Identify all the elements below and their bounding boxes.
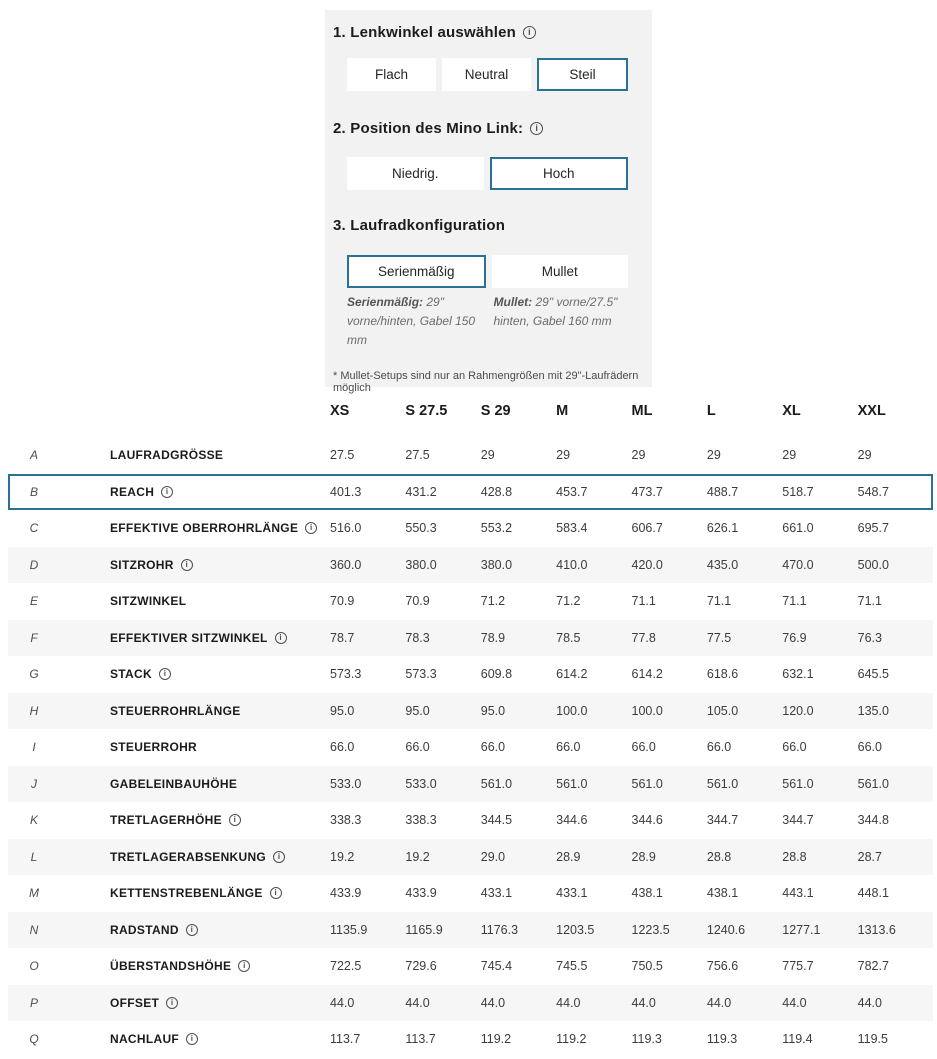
cell-value: 29 (556, 448, 571, 463)
info-icon[interactable]: i (530, 122, 543, 135)
row-label (60, 594, 330, 608)
cell-value: 135.0 (857, 703, 889, 718)
wheel-notes (347, 293, 628, 350)
cell-value: 433.1 (480, 886, 513, 901)
cell-value: 550.3 (405, 521, 437, 536)
cell-value: 695.7 (857, 521, 889, 536)
info-icon[interactable]: i (270, 887, 282, 899)
cell-value: 66.0 (857, 740, 882, 755)
cell-value: 344.8 (857, 813, 889, 828)
row-label-text: SITZWINKEL (110, 594, 187, 609)
cell-value: 661.0 (782, 521, 814, 536)
row-letter: E (29, 594, 38, 609)
cell-value: 488.7 (706, 484, 739, 499)
table-row-e[interactable] (8, 583, 933, 620)
cell-value: 360.0 (330, 557, 362, 572)
cell-value: 27.5 (330, 448, 355, 463)
table-row-h[interactable] (8, 693, 933, 730)
row-label (60, 485, 330, 499)
cell-value: 344.7 (706, 813, 739, 828)
cell-value: 27.5 (405, 448, 430, 463)
row-label-text: NACHLAUF (110, 1032, 180, 1047)
table-row-d[interactable] (8, 547, 933, 584)
cell-value: 380.0 (480, 557, 513, 572)
cell-value: 438.1 (631, 886, 663, 901)
cell-value: 344.5 (480, 813, 513, 828)
info-icon[interactable]: i (273, 851, 285, 863)
note-mullet (494, 293, 629, 350)
cell-value: 626.1 (706, 521, 739, 536)
cell-value: 66.0 (631, 740, 656, 755)
table-row-n[interactable] (8, 912, 933, 949)
cell-value: 78.7 (330, 630, 355, 645)
cell-value: 78.3 (405, 630, 430, 645)
row-label-text: EFFEKTIVE OBERROHRLÄNGE (110, 521, 299, 536)
cell-value: 1277.1 (782, 922, 821, 937)
cell-value: 618.6 (706, 667, 739, 682)
size-header-xl: XL (782, 403, 801, 419)
cell-value: 561.0 (857, 776, 889, 791)
table-row-g[interactable] (8, 656, 933, 693)
info-icon[interactable]: i (275, 632, 287, 644)
row-label-text: OFFSET (110, 995, 160, 1010)
cell-value: 105.0 (706, 703, 739, 718)
cell-value: 44.0 (556, 995, 581, 1010)
row-letter: B (29, 484, 38, 499)
row-letter: G (29, 667, 39, 682)
cell-value: 77.8 (631, 630, 656, 645)
row-letter: Q (29, 1032, 39, 1047)
cell-value: 750.5 (631, 959, 663, 974)
cell-value: 561.0 (556, 776, 588, 791)
cell-value: 645.5 (857, 667, 889, 682)
cell-value: 120.0 (782, 703, 814, 718)
cell-value: 401.3 (330, 484, 362, 499)
cell-value: 632.1 (782, 667, 814, 682)
cell-value: 29 (706, 448, 721, 463)
cell-value: 28.9 (556, 849, 581, 864)
cell-value: 44.0 (631, 995, 656, 1010)
option-button-serienm-ig[interactable]: Serienmäßig (347, 255, 486, 288)
cell-value: 28.8 (706, 849, 732, 864)
cell-value: 410.0 (556, 557, 588, 572)
cell-value: 420.0 (631, 557, 663, 572)
cell-value: 119.2 (556, 1032, 587, 1047)
table-row-l[interactable] (8, 839, 933, 876)
size-header-m: M (556, 403, 569, 419)
cell-value: 28.8 (782, 849, 807, 864)
row-letter: M (29, 886, 39, 901)
section-title-lenkwinkel (333, 24, 536, 41)
row-label (60, 704, 330, 718)
note-text: 29" vorne/27.5" hinten, Gabel 160 mm (493, 295, 618, 328)
cell-value: 533.0 (405, 776, 437, 791)
cell-value: 606.7 (631, 521, 663, 536)
cell-value: 561.0 (706, 776, 739, 791)
cell-value: 1240.6 (706, 922, 746, 937)
row-label-text: REACH (110, 484, 155, 499)
cell-value: 119.4 (782, 1032, 813, 1047)
option-button-hoch[interactable]: Hoch (490, 157, 629, 190)
row-label-text: SITZROHR (110, 557, 174, 572)
cell-value: 29.0 (480, 849, 506, 864)
row-letter: I (32, 740, 36, 755)
cell-value: 583.4 (556, 521, 588, 536)
cell-value: 66.0 (405, 740, 430, 755)
cell-value: 66.0 (706, 740, 732, 755)
table-body (8, 437, 933, 1058)
size-header-l: L (706, 403, 716, 419)
row-label (60, 777, 330, 791)
row-label (60, 886, 330, 900)
cell-value: 533.0 (330, 776, 362, 791)
option-button-steil[interactable]: Steil (537, 58, 628, 91)
cell-value: 756.6 (706, 959, 739, 974)
cell-value: 71.1 (631, 594, 656, 609)
mino-link-options (347, 157, 628, 190)
cell-value: 1223.5 (631, 922, 670, 937)
cell-value: 95.0 (330, 703, 355, 718)
cell-value: 338.3 (405, 813, 437, 828)
row-label-text: TRETLAGERHÖHE (110, 813, 222, 828)
cell-value: 614.2 (631, 667, 663, 682)
table-row-b[interactable] (8, 474, 933, 511)
row-letter: L (30, 849, 38, 864)
laufrad-options (347, 255, 628, 288)
cell-value: 344.6 (556, 813, 588, 828)
table-row-i[interactable] (8, 729, 933, 766)
cell-value: 1176.3 (480, 922, 519, 937)
row-label-text: TRETLAGERABSENKUNG (110, 849, 267, 864)
cell-value: 782.7 (857, 959, 889, 974)
cell-value: 70.9 (405, 594, 430, 609)
section-title-text: 1. Lenkwinkel auswählen (333, 24, 516, 41)
info-icon[interactable]: i (229, 814, 241, 826)
cell-value: 76.3 (857, 630, 882, 645)
size-header-s-29: S 29 (480, 403, 511, 419)
cell-value: 44.0 (782, 995, 807, 1010)
geometry-table (8, 395, 933, 1058)
cell-value: 44.0 (706, 995, 732, 1010)
cell-value: 29 (480, 448, 495, 463)
cell-value: 28.7 (857, 849, 882, 864)
row-letter: O (29, 959, 39, 974)
row-label-text: RADSTAND (110, 922, 179, 937)
row-letter: H (29, 703, 39, 718)
cell-value: 609.8 (480, 667, 513, 682)
size-header-xs: XS (330, 403, 350, 419)
info-icon[interactable]: i (159, 668, 171, 680)
section-title-text: 3. Laufradkonfiguration (333, 217, 506, 234)
config-panel (325, 10, 652, 394)
info-icon[interactable]: i (186, 924, 198, 936)
row-label (60, 558, 330, 572)
row-label (60, 740, 330, 754)
cell-value: 500.0 (857, 557, 889, 572)
section-title-laufradkonfiguration (333, 217, 505, 234)
cell-value: 71.1 (782, 594, 807, 609)
cell-value: 100.0 (556, 703, 588, 718)
cell-value: 66.0 (782, 740, 807, 755)
table-row-f[interactable] (8, 620, 933, 657)
cell-value: 516.0 (330, 521, 362, 536)
row-label (60, 448, 330, 462)
cell-value: 44.0 (857, 995, 882, 1010)
option-button-neutral[interactable]: Neutral (442, 58, 531, 91)
cell-value: 453.7 (556, 484, 588, 499)
cell-value: 28.9 (631, 849, 656, 864)
size-header-s-27-5: S 27.5 (405, 403, 448, 419)
row-label (60, 996, 330, 1010)
cell-value: 573.3 (405, 667, 437, 682)
cell-value: 1203.5 (556, 922, 595, 937)
cell-value: 433.1 (556, 886, 588, 901)
cell-value: 431.2 (405, 484, 437, 499)
cell-value: 70.9 (330, 594, 355, 609)
row-label (60, 959, 330, 973)
cell-value: 561.0 (631, 776, 663, 791)
cell-value: 44.0 (405, 995, 430, 1010)
cell-value: 344.7 (782, 813, 814, 828)
table-row-c[interactable] (8, 510, 933, 547)
row-label-text: GABELEINBAUHÖHE (110, 776, 238, 791)
cell-value: 745.4 (480, 959, 513, 974)
cell-value: 614.2 (556, 667, 588, 682)
cell-value: 78.5 (556, 630, 581, 645)
row-label (60, 631, 330, 645)
row-label-text: STEUERROHR (110, 740, 198, 755)
table-row-m[interactable] (8, 875, 933, 912)
cell-value: 573.3 (330, 667, 362, 682)
cell-value: 29 (631, 448, 646, 463)
cell-value: 438.1 (706, 886, 739, 901)
size-header-row (8, 395, 933, 437)
row-label-text: KETTENSTREBENLÄNGE (110, 886, 263, 901)
table-row-k[interactable] (8, 802, 933, 839)
section-title-mino-link (333, 120, 543, 137)
cell-value: 745.5 (556, 959, 588, 974)
row-label (60, 850, 330, 864)
table-row-j[interactable] (8, 766, 933, 803)
cell-value: 44.0 (330, 995, 355, 1010)
row-label (60, 1032, 330, 1046)
cell-value: 435.0 (706, 557, 739, 572)
info-icon[interactable]: i (523, 26, 536, 39)
cell-value: 29 (782, 448, 797, 463)
note-prefix: Mullet: (493, 295, 533, 309)
cell-value: 561.0 (782, 776, 814, 791)
note-text: 29" vorne/hinten, Gabel 150 mm (347, 295, 476, 347)
row-label-text: STACK (110, 667, 152, 682)
row-label (60, 521, 330, 535)
info-icon[interactable]: i (238, 960, 250, 972)
size-header-ml: ML (631, 403, 653, 419)
cell-value: 1313.6 (857, 922, 896, 937)
cell-value: 71.1 (857, 594, 882, 609)
info-icon[interactable]: i (305, 522, 317, 534)
cell-value: 66.0 (480, 740, 506, 755)
table-row-q[interactable] (8, 1021, 933, 1058)
cell-value: 448.1 (857, 886, 889, 901)
row-letter: F (30, 630, 38, 645)
row-label-text: ÜBERSTANDSHÖHE (110, 959, 232, 974)
cell-value: 470.0 (782, 557, 814, 572)
row-label-text: EFFEKTIVER SITZWINKEL (110, 630, 268, 645)
cell-value: 78.9 (480, 630, 506, 645)
mullet-footnote: * Mullet-Setups sind nur an Rahmengrößen mit 29"-Laufrädern möglich (333, 370, 639, 394)
cell-value: 433.9 (330, 886, 362, 901)
option-button-mullet[interactable]: Mullet (492, 255, 629, 288)
cell-value: 66.0 (330, 740, 355, 755)
table-row-p[interactable] (8, 985, 933, 1022)
row-letter: N (29, 922, 39, 937)
cell-value: 561.0 (480, 776, 513, 791)
cell-value: 119.3 (706, 1032, 738, 1047)
cell-value: 19.2 (330, 849, 355, 864)
cell-value: 19.2 (405, 849, 430, 864)
info-icon[interactable]: i (166, 997, 178, 1009)
cell-value: 775.7 (782, 959, 814, 974)
cell-value: 113.7 (405, 1032, 436, 1047)
row-label-text: LAUFRADGRÖSSE (110, 448, 224, 463)
row-letter: K (29, 813, 38, 828)
row-label (60, 667, 330, 681)
table-row-o[interactable] (8, 948, 933, 985)
row-letter: J (31, 776, 37, 791)
row-letter: A (29, 448, 38, 463)
cell-value: 433.9 (405, 886, 437, 901)
row-letter: P (29, 995, 38, 1010)
table-row-a[interactable] (8, 437, 933, 474)
cell-value: 729.6 (405, 959, 437, 974)
cell-value: 66.0 (556, 740, 581, 755)
cell-value: 29 (857, 448, 872, 463)
cell-value: 722.5 (330, 959, 362, 974)
cell-value: 44.0 (480, 995, 506, 1010)
cell-value: 100.0 (631, 703, 663, 718)
size-header-xxl: XXL (857, 403, 886, 419)
cell-value: 553.2 (480, 521, 513, 536)
row-label (60, 923, 330, 937)
cell-value: 77.5 (706, 630, 732, 645)
info-icon[interactable]: i (161, 486, 173, 498)
option-button-niedrig[interactable]: Niedrig. (347, 157, 484, 190)
cell-value: 428.8 (480, 484, 513, 499)
cell-value: 71.2 (480, 594, 506, 609)
lenkwinkel-options (347, 58, 628, 91)
cell-value: 119.2 (480, 1032, 512, 1047)
row-label-text: STEUERROHRLÄNGE (110, 703, 241, 718)
cell-value: 443.1 (782, 886, 814, 901)
cell-value: 71.2 (556, 594, 581, 609)
cell-value: 119.3 (631, 1032, 662, 1047)
cell-value: 1165.9 (405, 922, 443, 937)
section-title-text: 2. Position des Mino Link: (333, 120, 524, 137)
option-button-flach[interactable]: Flach (347, 58, 436, 91)
cell-value: 548.7 (857, 484, 889, 499)
cell-value: 95.0 (480, 703, 506, 718)
cell-value: 518.7 (782, 484, 814, 499)
cell-value: 119.5 (857, 1032, 888, 1047)
cell-value: 380.0 (405, 557, 437, 572)
cell-value: 338.3 (330, 813, 362, 828)
cell-value: 76.9 (782, 630, 807, 645)
note-prefix: Serienmäßig: (347, 295, 424, 309)
cell-value: 1135.9 (330, 922, 368, 937)
note-serienmaessig (347, 293, 482, 350)
info-icon[interactable]: i (186, 1033, 198, 1045)
info-icon[interactable]: i (181, 559, 193, 571)
cell-value: 344.6 (631, 813, 663, 828)
cell-value: 71.1 (706, 594, 732, 609)
row-letter: D (29, 557, 39, 572)
row-label (60, 813, 330, 827)
row-letter: C (29, 521, 39, 536)
cell-value: 95.0 (405, 703, 430, 718)
cell-value: 113.7 (330, 1032, 361, 1047)
cell-value: 473.7 (631, 484, 663, 499)
